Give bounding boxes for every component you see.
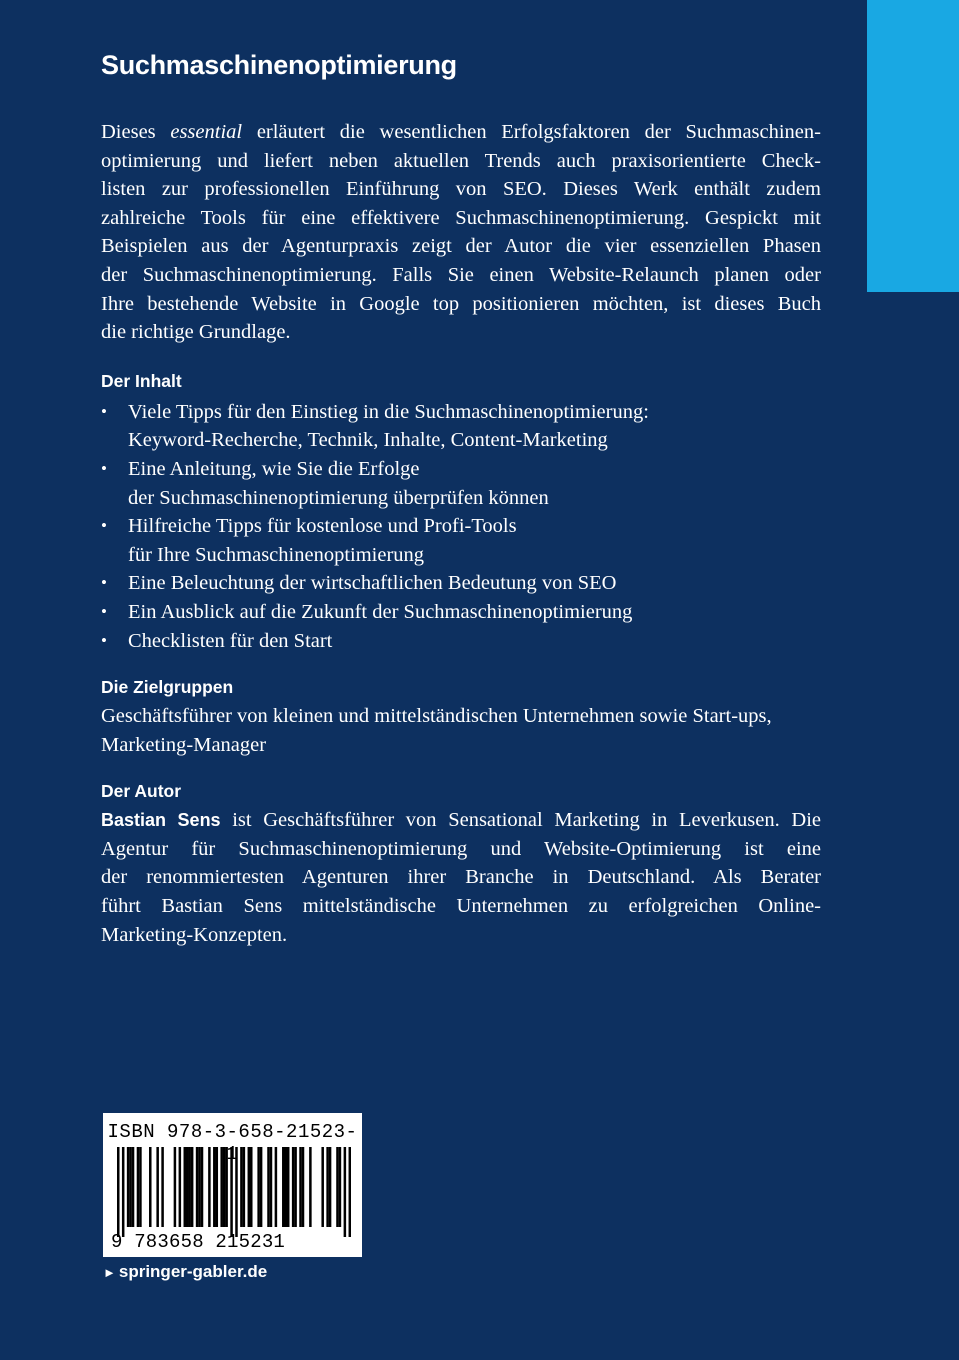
barcode-bar xyxy=(223,1147,226,1227)
barcode-bar xyxy=(132,1147,135,1227)
list-item xyxy=(101,598,821,627)
barcode-bar xyxy=(292,1147,295,1227)
list-item-text: Checklisten für den Start xyxy=(128,629,333,652)
intro-line: Ihre bestehende Website in Google top positionieren möchten, ist dieses Buch xyxy=(101,292,821,315)
barcode-bar xyxy=(349,1147,351,1237)
intro-line-text: erläutert die wesentlichen Erfolgsfaktoren der Suchmaschinen- xyxy=(242,121,821,143)
author-line: Agentur für Suchmaschinenoptimierung und Website-Optimierung ist eine xyxy=(101,837,821,860)
barcode-bar xyxy=(225,1147,228,1227)
barcode-bar xyxy=(127,1147,130,1227)
barcode-bar xyxy=(139,1147,142,1227)
list-item xyxy=(101,627,821,656)
play-arrow-icon: ► xyxy=(103,1265,116,1280)
barcode-bar xyxy=(299,1147,302,1227)
content-heading: Der Inhalt xyxy=(101,370,182,391)
bullet-icon: • xyxy=(101,401,107,421)
barcode-bar xyxy=(270,1147,273,1227)
barcode-bar xyxy=(188,1147,191,1227)
barcode-bar xyxy=(220,1147,223,1227)
intro-line: Beispielen aus der Agenturpraxis zeigt der Autor die vier essenziellen Phasen xyxy=(101,235,821,258)
barcode-bar xyxy=(321,1147,324,1227)
barcode-bars xyxy=(117,1147,351,1237)
list-item-text: Hilfreiche Tipps für kostenlose und Profi-Tools xyxy=(128,515,517,538)
barcode-bar xyxy=(282,1147,285,1227)
barcode-bar xyxy=(336,1147,339,1227)
audience-line: Marketing-Manager xyxy=(101,733,267,756)
barcode-bar xyxy=(302,1147,305,1227)
barcode-bar xyxy=(213,1147,216,1227)
list-item-text: Eine Anleitung, wie Sie die Erfolge xyxy=(128,457,420,480)
barcode-bar xyxy=(344,1147,347,1237)
barcode-bar xyxy=(191,1147,194,1227)
barcode-bar xyxy=(216,1147,219,1227)
barcode-bar xyxy=(248,1147,251,1227)
website-label: springer-gabler.de xyxy=(118,1262,268,1281)
barcode-bar xyxy=(339,1147,342,1227)
intro-line: die richtige Grundlage. xyxy=(101,321,291,344)
barcode-bar xyxy=(267,1147,270,1227)
audience-line: Geschäftsführer von kleinen und mittelständischen Unternehmen sowie Start-ups, xyxy=(101,705,772,728)
author-line: führt Bastian Sens mittelständische Unternehmen zu erfolgreichen Online- xyxy=(101,895,821,918)
barcode-bar xyxy=(326,1147,329,1227)
barcode-bar xyxy=(275,1147,278,1227)
author-name: Bastian Sens xyxy=(101,810,221,831)
barcode-bar xyxy=(235,1147,238,1237)
barcode-bar xyxy=(129,1147,132,1227)
intro-prefix: Dieses xyxy=(101,121,171,143)
author-paragraph xyxy=(101,806,821,949)
bullet-icon: • xyxy=(101,630,107,650)
list-item-text: Eine Beleuchtung der wirtschaftlichen Bedeutung von SEO xyxy=(128,572,617,595)
list-item-text: Ein Ausblick auf die Zukunft der Suchmaschinenoptimierung xyxy=(128,600,633,623)
list-item-text: für Ihre Suchmaschinenoptimierung xyxy=(128,543,425,566)
audience-heading: Die Zielgruppen xyxy=(101,677,234,698)
ean-digits: 9 783658 215231 xyxy=(111,1231,286,1253)
audience-paragraph xyxy=(101,702,821,759)
author-line: Marketing-Konzepten. xyxy=(101,923,288,946)
barcode-bar xyxy=(122,1147,125,1237)
barcode-bar xyxy=(230,1147,233,1237)
barcode-bar xyxy=(309,1147,312,1227)
book-title: Suchmaschinenoptimierung xyxy=(101,50,457,80)
barcode-bar xyxy=(196,1147,199,1227)
intro-line: zahlreiche Tools für eine effektivere Suchmaschinenoptimierung. Gespickt mit xyxy=(101,206,821,229)
barcode-bar xyxy=(184,1147,187,1227)
intro-line: der Suchmaschinenoptimierung. Falls Sie einen Website-Relaunch planen oder xyxy=(101,263,821,286)
barcode-bar xyxy=(208,1147,211,1227)
content-list xyxy=(101,398,821,655)
author-line: der renommiertesten Agenturen ihrer Branche in Deutschland. Als Berater xyxy=(101,866,821,889)
list-item-text: der Suchmaschinenoptimierung überprüfen können xyxy=(128,486,549,509)
intro-line: optimierung und liefert neben aktuellen Trends auch praxisorientierte Check- xyxy=(101,149,821,172)
barcode-bar xyxy=(240,1147,243,1227)
publisher-website[interactable] xyxy=(103,1262,267,1282)
bullet-icon: • xyxy=(101,516,107,536)
barcode-bar xyxy=(161,1147,164,1227)
isbn-barcode xyxy=(103,1113,362,1257)
bullet-icon: • xyxy=(101,458,107,478)
list-item xyxy=(101,398,821,455)
barcode-bar xyxy=(250,1147,253,1227)
intro-line: listen zur professionellen Einführung von SEO. Dieses Werk enthält zudem xyxy=(101,178,821,201)
barcode-bar xyxy=(156,1147,159,1227)
back-cover-content xyxy=(101,40,821,949)
accent-color-bar xyxy=(867,0,959,292)
barcode-bar xyxy=(174,1147,177,1227)
author-heading: Der Autor xyxy=(101,781,182,802)
barcode-bar xyxy=(257,1147,260,1227)
barcode-bar xyxy=(149,1147,152,1227)
intro-paragraph xyxy=(101,118,821,347)
barcode-bar xyxy=(117,1147,120,1237)
barcode-bar xyxy=(243,1147,246,1227)
barcode-bar xyxy=(329,1147,332,1227)
barcode-bar xyxy=(284,1147,287,1227)
intro-emphasis: essential xyxy=(170,121,243,143)
barcode-bar xyxy=(260,1147,263,1227)
barcode-bar xyxy=(287,1147,290,1227)
bullet-icon: • xyxy=(101,601,107,621)
author-line xyxy=(101,806,821,835)
barcode-bar xyxy=(179,1147,182,1227)
barcode-bar xyxy=(137,1147,140,1227)
bullet-icon: • xyxy=(101,573,107,593)
barcode-bar xyxy=(201,1147,204,1227)
barcode-bar xyxy=(294,1147,297,1227)
isbn-label: ISBN 978-3-658-21523- xyxy=(107,1121,358,1143)
list-item-text: Keyword-Recherche, Technik, Inhalte, Content-Marketing xyxy=(128,429,608,452)
list-item xyxy=(101,569,821,598)
list-item-text: Viele Tipps für den Einstieg in die Suchmaschinenoptimierung: xyxy=(128,400,649,423)
author-line-text: ist Geschäftsführer von Sensational Marketing in Leverkusen. Die xyxy=(220,809,821,832)
list-item xyxy=(101,455,821,512)
barcode-bar xyxy=(186,1147,189,1227)
list-item xyxy=(101,512,821,569)
barcode-bar xyxy=(198,1147,201,1227)
intro-line xyxy=(101,118,821,147)
